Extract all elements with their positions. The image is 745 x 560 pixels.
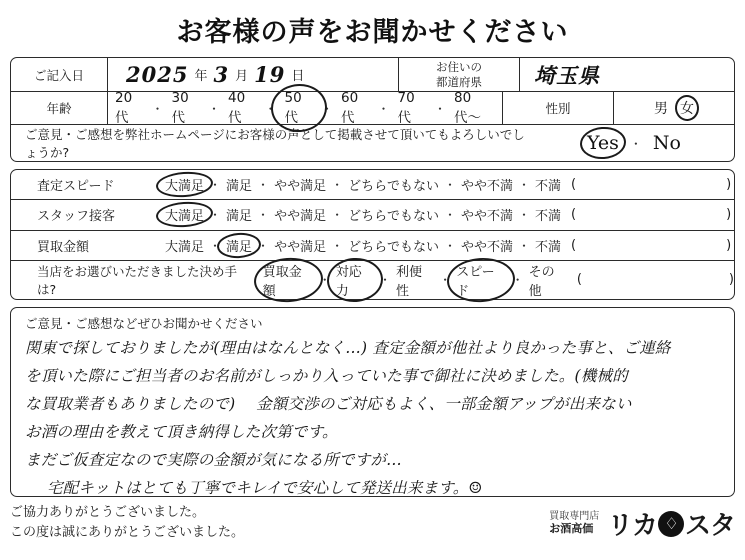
reason-separator: ・ <box>439 273 452 288</box>
rating-staff-other-open: ( <box>571 207 577 223</box>
rating-staff-option-3[interactable]: どちらでもない <box>348 209 439 225</box>
rating-speed-option-4[interactable]: やや不満 <box>460 179 513 195</box>
permission-option-no[interactable]: No <box>652 132 681 154</box>
age-separator: ・ <box>207 101 220 116</box>
rating-row-staff <box>11 200 734 230</box>
reason-other-open: ( <box>576 272 582 288</box>
rating-price-other-open: ( <box>571 237 577 253</box>
rating-options-speed <box>161 175 734 194</box>
rating-price-option-2[interactable]: やや満足 <box>274 239 327 255</box>
age-option-60[interactable]: 60代 <box>341 90 359 126</box>
reason-other-close: ) <box>728 272 734 288</box>
rating-price-option-0[interactable]: 大満足 <box>165 239 205 255</box>
rating-row-price <box>11 231 734 261</box>
reason-option-other[interactable]: その他 <box>528 264 555 299</box>
rating-separator: ・ <box>518 238 531 253</box>
brand-logo <box>549 505 735 542</box>
date-and-prefecture-row <box>11 58 734 92</box>
comment-line-5: まだご仮査定なので実際の金額が気になる所ですが… <box>25 451 402 469</box>
rating-price-option-5[interactable]: 不満 <box>535 239 562 255</box>
rating-separator: ・ <box>443 208 456 223</box>
age-label: 年齢 <box>11 92 108 124</box>
rating-row-speed <box>11 170 734 200</box>
rating-label-staff: スタッフ接客 <box>37 209 116 225</box>
thanks-text <box>10 503 244 542</box>
rating-options-price <box>161 236 734 255</box>
rating-label-price: 買取金額 <box>37 239 90 255</box>
age-option-20[interactable]: 20代 <box>115 90 133 126</box>
rating-price-option-4[interactable]: やや不満 <box>460 239 513 255</box>
rating-speed-other-close: ) <box>726 177 732 193</box>
rating-staff-option-1[interactable]: 満足 <box>226 209 253 225</box>
rating-separator: ・ <box>331 238 344 253</box>
reason-row <box>11 261 734 299</box>
reason-separator: ・ <box>511 273 524 288</box>
publication-permission-options <box>534 132 734 154</box>
rating-separator: ・ <box>257 238 270 253</box>
reason-option-response-selected[interactable]: 対応力 <box>332 261 378 299</box>
reason-question: 当店をお選びいただきました決め手は? <box>37 263 238 297</box>
age-and-sex-row <box>11 92 734 125</box>
rating-separator: ・ <box>209 208 222 223</box>
comment-heading: ご意見・ご感想などぜひお聞かせください <box>25 316 263 331</box>
rating-staff-option-2[interactable]: やや満足 <box>274 209 327 225</box>
prefecture-value: 埼玉県 <box>534 62 600 88</box>
reason-option-price-selected[interactable]: 買取金額 <box>259 261 318 299</box>
reason-separator: ・ <box>318 273 331 288</box>
rating-speed-option-1[interactable]: 満足 <box>226 179 253 195</box>
rating-speed-option-2[interactable]: やや満足 <box>274 179 327 195</box>
rating-speed-option-3[interactable]: どちらでもない <box>348 179 439 195</box>
thanks-line-1: ご協力ありがとうございました。 <box>10 505 206 520</box>
publication-permission-question: ご意見・ご感想を弊社ホームページにお客様の声として掲載させて頂いてもよろしいでしょうか? <box>25 127 525 160</box>
rating-separator: ・ <box>518 178 531 193</box>
prefecture-label-line2: 都道府県 <box>436 74 482 89</box>
rating-price-option-3[interactable]: どちらでもない <box>348 239 439 255</box>
age-option-80plus[interactable]: 80代〜 <box>454 90 481 126</box>
brand-logo-subtext: 買取専門店 <box>549 511 600 523</box>
date-month-unit: 月 <box>235 69 249 84</box>
reason-option-speed-selected[interactable]: スピード <box>452 261 510 299</box>
sex-option-male[interactable]: 男 <box>654 101 668 117</box>
respondent-info-box <box>10 57 735 162</box>
rating-separator: ・ <box>209 178 222 193</box>
prefecture-label-line1: お住いの <box>436 60 482 75</box>
brand-logo-main-part2: スタ <box>684 511 735 541</box>
age-separator: ・ <box>264 101 277 116</box>
sex-option-female-selected[interactable]: 女 <box>680 98 694 118</box>
date-month-value: 3 <box>213 62 230 87</box>
rating-speed-option-5[interactable]: 不満 <box>535 179 562 195</box>
age-option-40[interactable]: 40代 <box>228 90 246 126</box>
rating-staff-option-5[interactable]: 不満 <box>535 209 562 225</box>
publication-permission-row <box>11 125 734 161</box>
rating-separator: ・ <box>443 238 456 253</box>
permission-separator: ・ <box>629 136 642 151</box>
prefecture-label <box>399 58 520 91</box>
sex-options-group <box>614 92 734 124</box>
age-separator: ・ <box>377 101 390 116</box>
rating-price-other-close: ) <box>726 237 732 253</box>
rating-options-staff <box>161 205 734 224</box>
ratings-box <box>10 169 735 300</box>
date-year-unit: 年 <box>194 69 208 84</box>
age-option-50-selected[interactable]: 50代 <box>278 89 320 127</box>
footer <box>10 503 735 542</box>
age-separator: ・ <box>433 101 446 116</box>
age-option-70[interactable]: 70代 <box>397 90 415 126</box>
prefecture-value-cell <box>520 58 734 91</box>
comment-line-6: 宅配キットはとても丁寧でキレイで安心して発送出来ます。☺ <box>47 479 483 497</box>
rating-speed-option-0-selected[interactable]: 大満足 <box>161 175 208 194</box>
rating-speed-other-open: ( <box>571 177 577 193</box>
brand-logo-main-part1: リカ <box>607 511 657 541</box>
rating-separator: ・ <box>331 208 344 223</box>
rating-separator: ・ <box>518 208 531 223</box>
comment-handwriting <box>25 334 722 502</box>
brand-logo-toptext: お酒高価 <box>549 521 594 535</box>
rating-label-speed: 査定スピード <box>37 179 115 195</box>
sex-label: 性別 <box>503 92 614 124</box>
rating-separator: ・ <box>331 178 344 193</box>
comment-box <box>10 307 735 497</box>
comment-line-4: お酒の理由を教えて頂き納得した次第です。 <box>25 423 338 441</box>
thanks-line-2: この度は誠にありがとうございました。 <box>10 524 245 540</box>
brand-logo-sidetext <box>549 511 599 535</box>
date-year-value: 2025 <box>126 62 189 87</box>
comment-line-1: 関東で探しておりましたが(理由はなんとなく…) 査定金額が他社より良かった事と、ご連絡 <box>25 339 671 357</box>
rating-staff-option-0-selected[interactable]: 大満足 <box>161 205 208 224</box>
age-separator: ・ <box>151 101 164 116</box>
date-day-value: 19 <box>254 62 286 87</box>
reason-option-convenience[interactable]: 利便性 <box>395 264 422 299</box>
date-value-group <box>108 58 399 91</box>
rating-staff-option-4[interactable]: やや不満 <box>460 209 513 225</box>
comment-line-3: な買取業者もありましたので) 金額交渉のご対応もよく、一部金額アップが出来ない <box>25 395 632 413</box>
age-separator: ・ <box>320 101 333 116</box>
reason-separator: ・ <box>378 273 391 288</box>
reason-options <box>259 261 734 299</box>
date-label: ご記入日 <box>11 58 108 91</box>
comment-line-2: を頂いた際にご担当者のお名前がしっかり入っていた事で御社に決めました。(機械的 <box>25 367 628 385</box>
rating-separator: ・ <box>443 178 456 193</box>
rating-price-option-1-selected[interactable]: 満足 <box>222 236 256 255</box>
age-options-group <box>108 92 503 124</box>
rating-separator: ・ <box>209 238 222 253</box>
date-day-unit: 日 <box>291 69 305 84</box>
brand-logo-main <box>607 505 735 542</box>
bottle-circle-icon: ♢ <box>658 511 684 537</box>
age-option-30[interactable]: 30代 <box>171 90 189 126</box>
permission-option-yes-selected[interactable]: Yes <box>587 132 619 154</box>
rating-separator: ・ <box>257 178 270 193</box>
page-title: お客様の声をお聞かせください <box>176 17 569 48</box>
rating-separator: ・ <box>257 208 270 223</box>
rating-staff-other-close: ) <box>726 207 732 223</box>
